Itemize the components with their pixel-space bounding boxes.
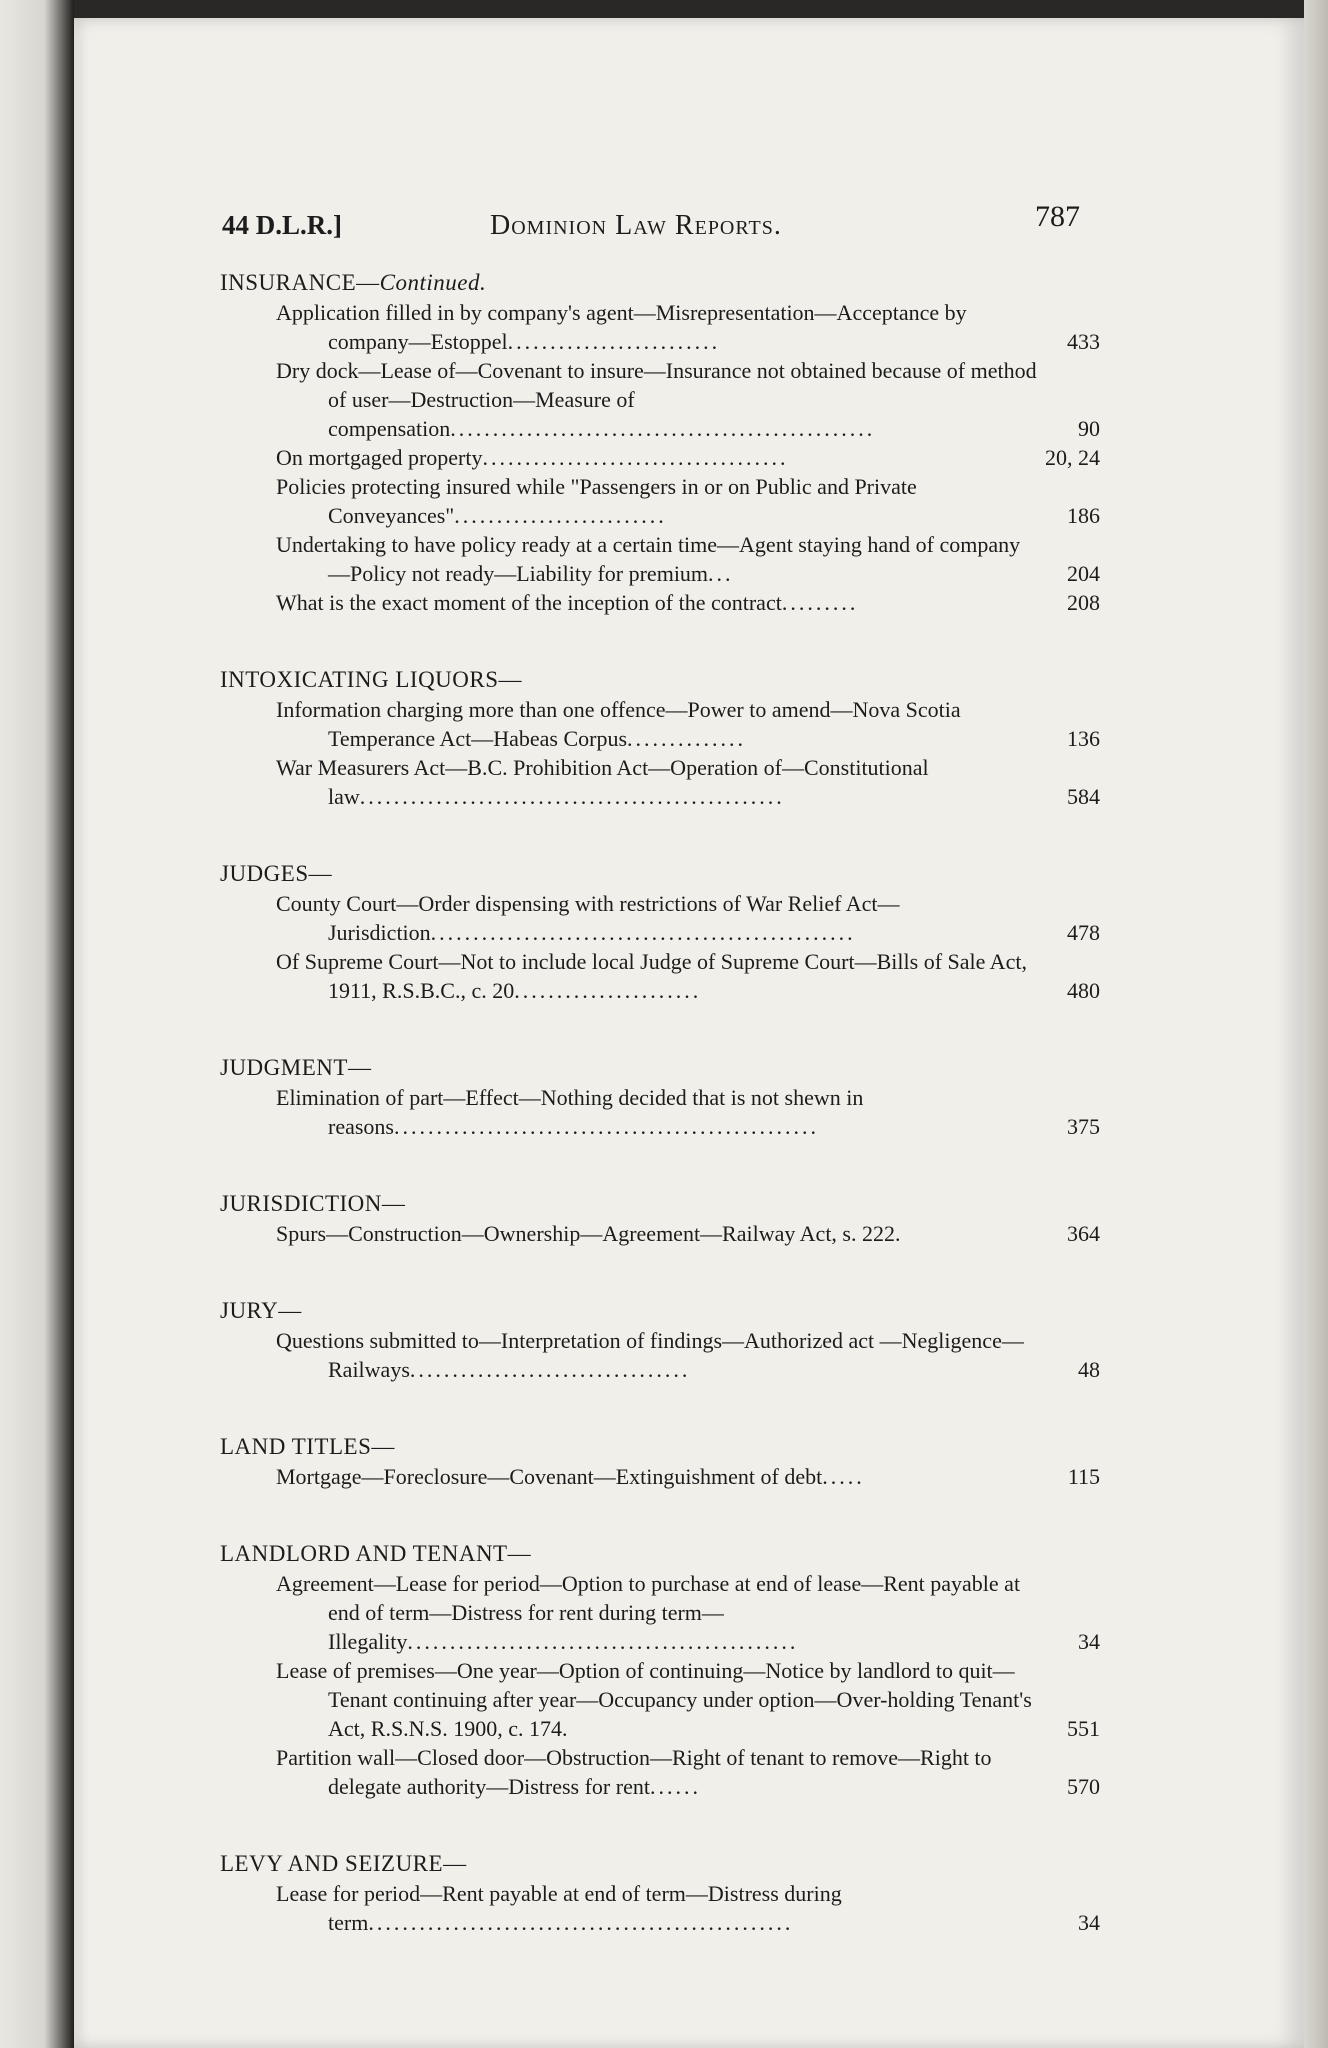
entry-page: 115	[1067, 1464, 1100, 1489]
section-heading: INSURANCE—Continued.	[220, 270, 487, 295]
entry-page: 375	[1067, 1114, 1100, 1139]
index-entry: Undertaking to have policy ready at a certain time—Agent staying hand of company—Policy not ready—Liability for premium... 204	[276, 532, 1100, 586]
entry-page: 364	[1067, 1221, 1100, 1246]
index-entry: Of Supreme Court—Not to include local Judge of Supreme Court—Bills of Sale Act, 1911, R.S.B.C., c. 20...................... 480	[276, 949, 1100, 1003]
index-entry: Application filled in by company's agent—Misrepresentation—Acceptance by company—Estoppel......................... 433	[276, 300, 1100, 354]
section-heading: JUDGMENT—	[220, 1055, 372, 1080]
index-entry: Policies protecting insured while "Passengers in or on Public and Private Conveyances"......................... 186	[276, 474, 1100, 528]
index-entry: Mortgage—Foreclosure—Covenant—Extinguishment of debt..... 115	[276, 1464, 1100, 1489]
index-section	[150, 1849, 1100, 1937]
entry-page: 34	[1078, 1629, 1100, 1654]
entry-page: 186	[1067, 503, 1100, 528]
index-entry: Agreement—Lease for period—Option to purchase at end of lease—Rent payable at end of term—Distress for rent during term—Illegality.............................................. 34	[276, 1571, 1100, 1654]
facing-page-edge	[0, 0, 74, 2048]
section-heading: INTOXICATING LIQUORS—	[220, 667, 523, 692]
index-section	[150, 1296, 1100, 1384]
publication-title: Dominion Law Reports.	[490, 210, 782, 241]
entry-page: 208	[1067, 590, 1100, 615]
index-entry: County Court—Order dispensing with restrictions of War Relief Act—Jurisdiction.................................................. 478	[276, 891, 1100, 945]
page-number: 787	[1035, 200, 1080, 233]
index-entry: Spurs—Construction—Ownership—Agreement—Railway Act, s. 222. 364	[276, 1221, 1100, 1246]
index-entry: War Measurers Act—B.C. Prohibition Act—Operation of—Constitutional law.................................................. 584	[276, 755, 1100, 809]
running-header	[150, 190, 1100, 250]
index-entry: Elimination of part—Effect—Nothing decided that is not shewn in reasons.................................................. 375	[276, 1085, 1100, 1139]
section-heading: LANDLORD AND TENANT—	[220, 1541, 532, 1566]
entry-page: 204	[1067, 561, 1100, 586]
index-entry: Lease of premises—One year—Option of continuing—Notice by landlord to quit—Tenant continuing after year—Occupancy under option—Over-holding Tenant's Act, R.S.N.S. 1900, c. 174. 551	[276, 1658, 1100, 1741]
index-entry: What is the exact moment of the inception of the contract......... 208	[276, 590, 1100, 615]
index-section	[150, 1539, 1100, 1801]
section-heading: JURY—	[220, 1298, 302, 1323]
section-heading: LAND TITLES—	[220, 1434, 395, 1459]
entry-page: 478	[1067, 920, 1100, 945]
entry-page: 136	[1067, 726, 1100, 751]
index-entry: Lease for period—Rent payable at end of term—Distress during term.................................................. 34	[276, 1881, 1100, 1935]
entry-page: 90	[1078, 416, 1100, 441]
page-edge	[1304, 0, 1328, 2048]
entry-page: 48	[1078, 1357, 1100, 1382]
index-entry: Partition wall—Closed door—Obstruction—Right of tenant to remove—Right to delegate authority—Distress for rent...... 570	[276, 1745, 1100, 1799]
index-entry: On mortgaged property.................................... 20, 24	[276, 445, 1100, 470]
section-heading: JURISDICTION—	[220, 1191, 406, 1216]
index-section	[150, 859, 1100, 1005]
section-heading: LEVY AND SEIZURE—	[220, 1851, 467, 1876]
entry-page: 433	[1067, 329, 1100, 354]
entry-page: 570	[1067, 1774, 1100, 1799]
page-content	[150, 190, 1100, 1937]
entry-page: 551	[1067, 1716, 1100, 1741]
continued-label: Continued.	[379, 270, 487, 295]
index-entry: Information charging more than one offence—Power to amend—Nova Scotia Temperance Act—Habeas Corpus.............. 136	[276, 697, 1100, 751]
index-entry: Dry dock—Lease of—Covenant to insure—Insurance not obtained because of method of user—Destruction—Measure of compensation.................................................. 90	[276, 358, 1100, 441]
index-section	[150, 1189, 1100, 1248]
entry-page: 480	[1067, 978, 1100, 1003]
index-entry: Questions submitted to—Interpretation of findings—Authorized act —Negligence—Railways................................. 48	[276, 1328, 1100, 1382]
entry-page: 584	[1067, 784, 1100, 809]
index-section	[150, 1053, 1100, 1141]
index-section	[150, 268, 1100, 617]
entry-page: 20, 24	[1045, 445, 1100, 470]
volume-reference: 44 D.L.R.]	[222, 210, 342, 240]
index-section	[150, 1432, 1100, 1491]
section-heading: JUDGES—	[220, 861, 333, 886]
index-section	[150, 665, 1100, 811]
entry-page: 34	[1078, 1910, 1100, 1935]
